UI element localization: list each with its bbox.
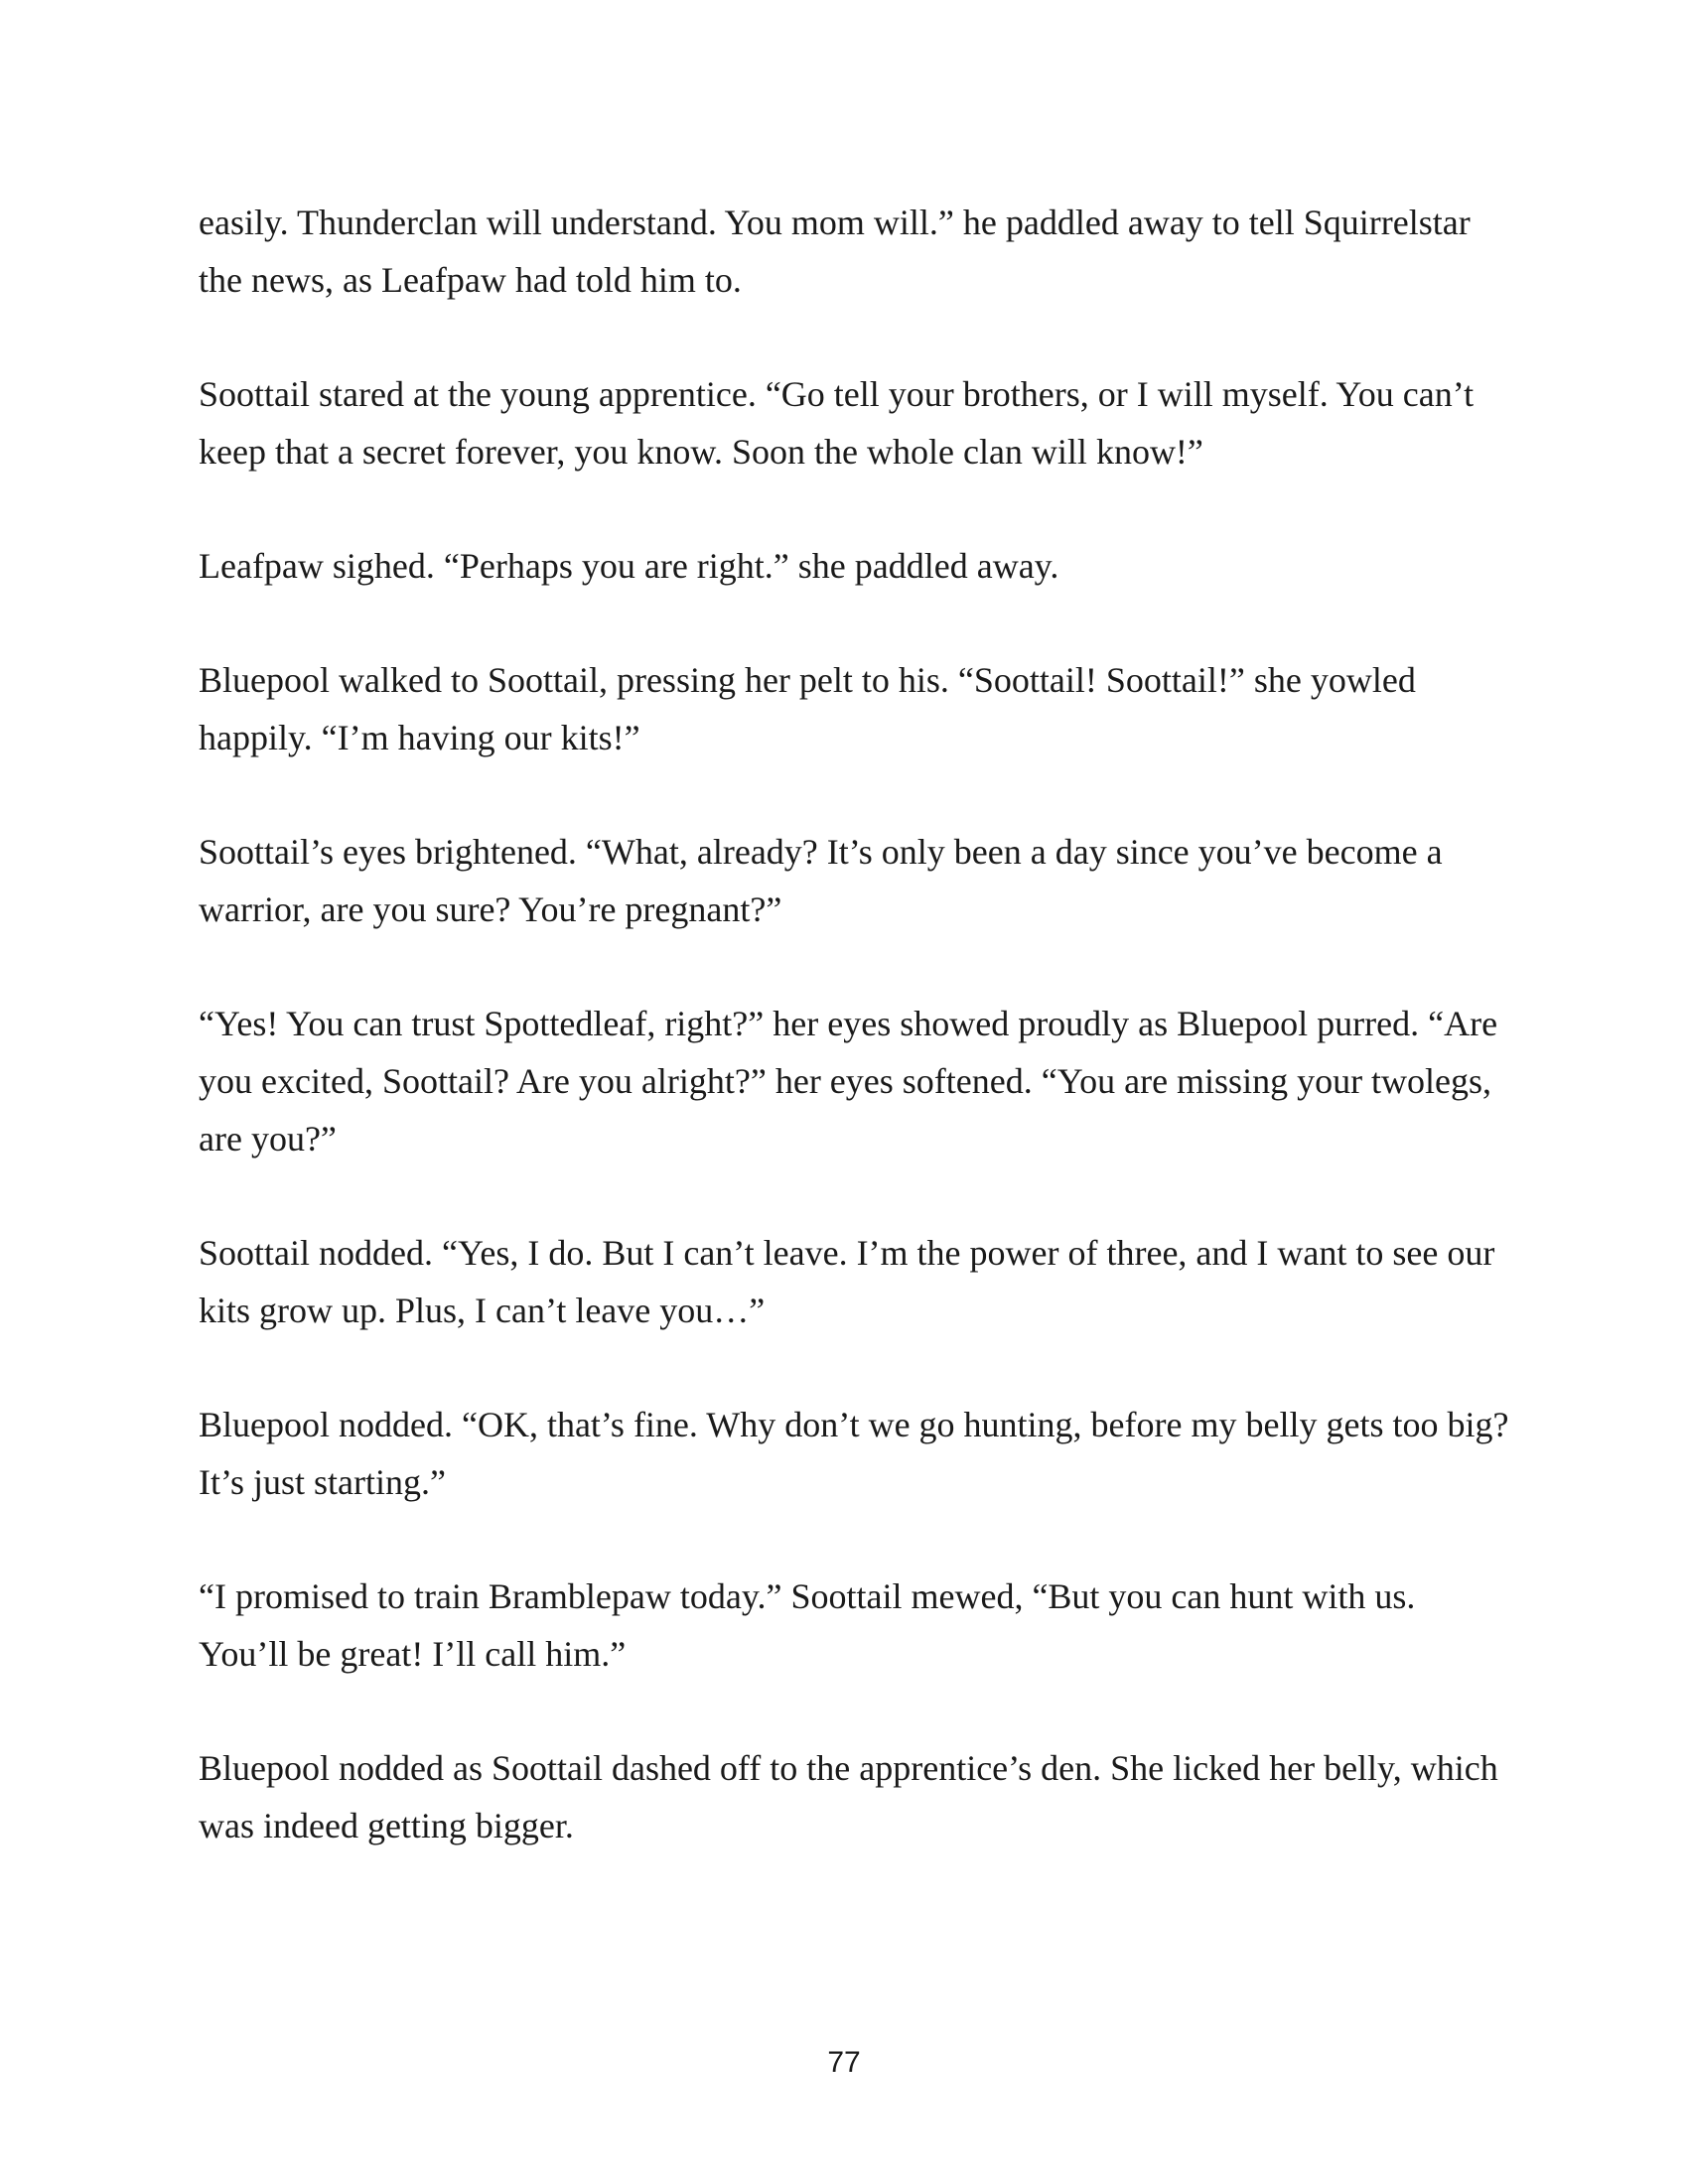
paragraph: Bluepool walked to Soottail, pressing her pelt to his. “Soottail! Soottail!” she yowled happily. “I’m having our kits!”	[199, 660, 1416, 757]
paragraph: Soottail nodded. “Yes, I do. But I can’t leave. I’m the power of three, and I want to see our kits grow up. Plus, I can’t leave you…”	[199, 1233, 1495, 1330]
paragraph: Leafpaw sighed. “Perhaps you are right.” she paddled away.	[199, 546, 1059, 586]
page-number: 77	[827, 2046, 861, 2079]
paragraph: Soottail’s eyes brightened. “What, already? It’s only been a day since you’ve become a warrior, are you sure? You’re pregnant?”	[199, 832, 1443, 929]
paragraph: Bluepool nodded as Soottail dashed off to the apprentice’s den. She licked her belly, which was indeed getting bigger.	[199, 1748, 1498, 1845]
paragraph: easily. Thunderclan will understand. You mom will.” he paddled away to tell Squirrelstar the news, as Leafpaw had told him to.	[199, 203, 1471, 300]
body-text	[199, 194, 1509, 1911]
paragraph: Bluepool nodded. “OK, that’s fine. Why don’t we go hunting, before my belly gets too big? It’s just starting.”	[199, 1405, 1509, 1502]
paragraph: Soottail stared at the young apprentice. “Go tell your brothers, or I will myself. You can’t keep that a secret forever, you know. Soon the whole clan will know!”	[199, 374, 1475, 472]
paragraph: “I promised to train Bramblepaw today.” Soottail mewed, “But you can hunt with us. You’ll be great! I’ll call him.”	[199, 1576, 1416, 1674]
paragraph: “Yes! You can trust Spottedleaf, right?” her eyes showed proudly as Bluepool purred. “Are you excited, Soottail? Are you alright?” her eyes softened. “You are missing your twolegs, are you?”	[199, 1004, 1498, 1159]
